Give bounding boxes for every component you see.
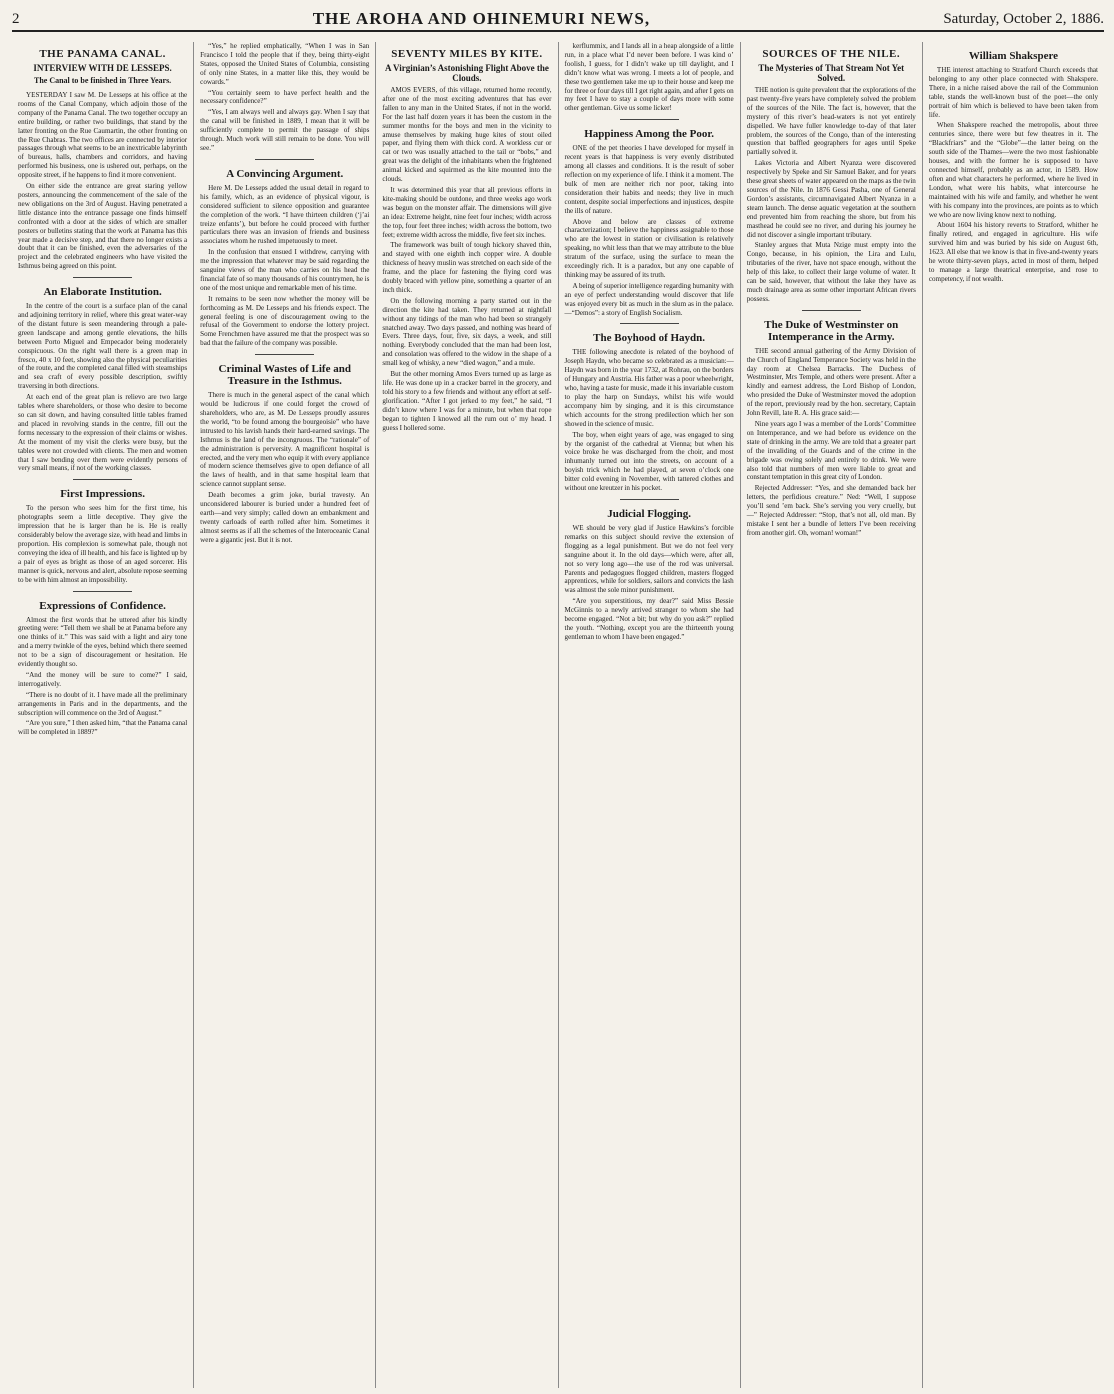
column-kite [376,42,558,1388]
article-headline: THE PANAMA CANAL. [39,48,166,60]
section-divider [802,310,861,311]
paragraph: “Are you sure,” I then asked him, “that the Panama canal will be completed in 1889?” [18,719,188,737]
section-title: An Elaborate Institution. [43,286,162,299]
paragraph: In the centre of the court is a surface plan of the canal and adjoining territory in relief, where this great water-way of the distant future is seen meandering through a pale-green landscape and among gentle elevations, the hills between Porto Miguel and Empecador being moderately conspicuous. On the right wall there is a green map in fresco, 40 x 10 feet, showing also the physical peculiarities of the route, and the completed canal filled with steamships and sea craft of every possible description, swiftly traversing in both directions. [18,302,188,391]
paragraph: “Yes, I am always well and always gay. When I say that the canal will be finished in 1889, I mean that it will be sufficiently complete to permit the passage of ships through. Much work will still remain to be done. You will see.” [200,108,370,152]
section-divider [255,159,314,160]
paragraph: “And the money will be sure to come?” I said, interrogatively. [18,670,188,688]
paragraph: THE second annual gathering of the Army Division of the Church of England Temperance Society was held in the day room at Chelsea Barracks. The Duchess of Westminster, Mrs Temple, and others were present. After a kindly and earnest address, the Lord Bishop of London, who presided the Duke of Westminster moved the adoption of the report, previously read by the hon. secretary, Captain John Revill, late R. A. His grace said:— [746,346,916,418]
page-number: 2 [12,10,20,27]
paragraph: In the confusion that ensued I withdrew, carrying with me the impression that whatever may be said regarding the sanguine views of the man who carries on his head the financial fate of so many thousands of his countrymen, he is one of the most unique and remarkable men of his time. [200,248,370,292]
section-divider [255,354,314,355]
section-title: Judicial Flogging. [607,507,691,520]
paragraph: Here M. De Lesseps added the usual detail in regard to his family, which, as an evidence of physical vigour, is considered sufficient to silence opposition and guarantee the completion of the work. “I have thirteen children (‘j’ai treize enfants’), but before he could proceed with further particulars there was an invasion of friends and business associates whom he rushed impetuously to meet. [200,183,370,246]
paragraph: The framework was built of tough hickory shaved thin, and stayed with one eighth inch copper wire. A double thickness of heavy muslin was stretched on each side of the frame, and the place for fastening the flying cord was doubly braced with yellow pine, something a quarter of an inch thick. [382,241,552,294]
paragraph: kerflummix, and I lands all in a heap alongside of a little run, in a place what I’d never been before. I was kind o’ foolish, I guess, for I didn’t wake up till daylight, and I didn’t know what was wrong. I meets a lot of people, and these two gentlemen take me up to their house and keep me for three or four days till I get right again, and after I gets on my feet I have to stay a couple of days more with some other gentleman. Give us some licker! [564,42,734,113]
section-title: Criminal Wastes of Life and Treasure in the Isthmus. [218,363,351,388]
column-panama-cont [194,42,376,1388]
section-title: The Duke of Westminster on Intemperance in the Army. [764,318,899,343]
paragraph: YESTERDAY I saw M. De Lesseps at his office at the rooms of the Canal Company, which adjoin those of the company of the Panama Canal. The two together occupy an entire building, or rather two buildings, that stand by the latter fronting on the Rue Caumartin, the other fronting on the Rue Chabras. The two offices are connected by interior passages through what seems to be an inextricable labyrinth of bureaus, halls, chambers and corridors, and having performed his business, one is ushered out, perhaps, on the opposite street, if he happens to find it more convenient. [18,91,188,180]
paragraph: “You certainly seem to have perfect health and the necessary confidence?” [200,88,370,106]
paragraph: AMOS EVERS, of this village, returned home recently, after one of the most exciting adventures that has ever fallen to any man in the United States, if not in the world. For the last half dozen years it has been the custom in the summer months for the boys and men in the vicinity to amuse themselves by making huge kites of stout oiled paper, and flying them with thick cord. A workless cur or cat or two was usually attached to the tail or “bobs,” and great was the delight of the inhabitants when the frightened animal kicked and squirmed as the kite mounted into the clouds. [382,86,552,184]
paragraph: Stanley argues that Muta Nzige must empty into the Congo, because, in his opinion, the Lira and Lulu, tributaries of the river, have not space enough, without the help of this lake, to collect their large volume of water. It can be said, however, that without the lake they have as much drainage area as some other important African rivers possess. [746,241,916,303]
article-headline: SEVENTY MILES BY KITE. [391,48,543,60]
paragraph: At each end of the great plan is relievo are two large tables where shareholders, or those who desire to become so can sit down, and having consulted little tables framed and placed in revolving stands in the centre, fill out the forms necessary to the expression of their claims or wishes. At the moment of my visit the clerks were busy, but the tables were not crowded with clients. The men and women that I saw bending over them were evidently persons of very small means, if not of the working classes. [18,393,188,473]
paragraph: Above and below are classes of extreme characterization; I believe the happiness assignable to those who are the lowest in station or civilisation is relatively speaking, no whit less than that we may attribute to the blue stratum of the surface, using the surface to mean the exceedingly rich. It is a paradox, but any one capable of thinking may be assured of its truth. [564,217,734,279]
paragraph: There is much in the general aspect of the canal which would be ludicrous if one could forget the crowd of shareholders, who are, as M. De Lesseps proudly assures the world, “to be found among the bourgeoisie” who have intrusted to his lavish hands their hard-earned savings. The Isthmus is the land of the incongruous. The “rationale” of the administration is perversity. A magnificent hospital is erected, and the very men who equip it with every appliance of modern science themselves give to open defiance of all the laws of health, and in that same hospital learn that science cannot supplant sense. [200,391,370,489]
paragraph: Rejected Addresser: “Yes, and she demanded back her letters, the perfidious creature.” Ned: “Well, I suppose you’ll send ’em back. She’s serving you very cruelly, but—” Rejected Addresser: “Stop, that’s not all, old man. By mistake I sent her a bundle of letters I’ve been receiving from another girl. Oh, woman! woman!” [746,484,916,537]
column-happiness [559,42,741,1388]
section-divider [620,119,679,120]
article-subhead: The Mysteries of That Stream Not Yet Solved. [758,63,905,83]
paragraph: On the following morning a party started out in the direction the kite had taken. They returned at nightfall without any tidings of the man who had been so strangely snatched away. Two days passed, and nothing was heard of Evers. Three days, four, five, six days, a week, and still nothing. Everybody concluded that the man had been lost, and consolation was offered to the widow in the shape of a small keg of whisky, a new “died wagon,” and a mule. [382,296,552,368]
paragraph: THE following anecdote is related of the boyhood of Joseph Haydn, who became so celebrated as a musician:—Haydn was born in the year 1732, at Rohrau, on the borders of Hungary and Austria. His father was a poor wheelwright, who, having a taste for music, made it his invariable custom to play the harp on Sundays, whilst his wife would accompany him by singing, and it is this circumstance which accounts for the strong predilection which her son showed in the science of music. [564,348,734,428]
column-nile [741,42,923,1388]
paragraph: A being of superior intelligence regarding humanity with an eye of perfect understanding would discover that life was enjoyed every bit as much in the slum as in the palace.—“Demos”: a story of English Socialism. [564,281,734,317]
paragraph: THE notion is quite prevalent that the explorations of the past twenty-five years have completely solved the problem of the sources of the Nile. The fact is, however, that the mystery of this river’s head-waters is not yet entirely dispelled. We have fuller knowledge to-day of that later problem, the sources of the Congo, than of the interesting question that baffled geographers for ages until Speke partially solved it. [746,86,916,157]
article-headline: SOURCES OF THE NILE. [762,48,901,60]
issue-date: Saturday, October 2, 1886. [943,10,1104,27]
paragraph: The boy, when eight years of age, was engaged to sing by the organist of the cathedral at Vienna; but when his voice broke he was discharged from the choir, and most inhumanly turned out into the streets, on account of a boyish trick which he had played, at seven o’clock one bitter cold evening in November, with tattered clothes and without one kreutzer in his pocket. [564,430,734,493]
article-subhead: A Virginian’s Astonishing Flight Above the Clouds. [384,63,549,83]
paragraph: WE should be very glad if Justice Hawkins’s forcible remarks on this subject should revive the extension of flogging as a legal punishment. But we do not feel very sanguine about it. In the old days—which were, after all, not so very long ago—the use of the rod was universal. Parents and pedagogues flogged children, masters flogged apprentices, while for soldiers, sailors and convicts the lash was almost the sole minor punishment. [564,523,734,595]
paragraph: Death becomes a grim joke, burial travesty. An unconsidered labourer is buried under a hundred feet of earth—and very simply; called down an embankment and twenty carloads of earth rolled after him. Sometimes it almost seems as if all the schemes of the Interoceanic Canal were a gigantic jest. But it is not. [200,491,370,544]
paragraph: On either side the entrance are great staring yellow posters, announcing the commencement of the sale of the new obligations on the 3rd of August. Having penetrated a little distance into the entrance passage one finds himself confronted with a door at the sides of which are smaller posters or bulletins stating that the work at Panama has this year made a decisive step, and that there no longer exists a doubt that it can be finished, even the adversaries of the project and the celebrated engineers who have visited the Isthmus being agreed on this point. [18,182,188,271]
section-divider [73,277,132,278]
paragraph: Lakes Victoria and Albert Nyanza were discovered respectively by Speke and Sir Samuel Baker, and for years these great sheets of water appeared on the maps as the twin sources of the Nile. In 1876 Gessi Pasha, one of General Gordon’s assistants, circumnavigated Albert Nyanza in a steam launch. The dense aquatic vegetation at the southern end prevented him from reaching the shore, but from his masthead he could see no river, and during his journey he did not discover a single important tributary. [746,159,916,239]
section-divider [73,479,132,480]
section-title: The Boyhood of Haydn. [593,332,706,345]
paragraph: When Shakspere reached the metropolis, about three centuries since, there were but few theatres in it. The “Blackfriars” and the “Globe”—the latter being on the south side of the Thames—were the two most fashionable houses, and with the former he is supposed to have connected himself, probably as an actor, in 1589. How often and what characters he performed, where he lived in London, what were his habits, what intercourse he maintained with his wife and family, and whether he went with his company into the provinces, are points as to which we who are now living know next to nothing. [928,121,1099,219]
column-shakspere [923,42,1104,1388]
paragraph: Nine years ago I was a member of the Lords’ Committee on Intemperance, and we had before us evidence on the state of drinking in the army. We are told that a greater part of the invaliding of the Guards and of the crime in the brigade was owing solely and entirely to drink. We were also told that numbers of men were liable to great and constant temptation in this great city of London. [746,420,916,482]
paragraph: It was determined this year that all previous efforts in kite-making should be outdone, and three weeks ago work was begun on the monster affair. The dimensions will give an idea: Extreme height, nine feet four inches; width across the top, four feet three inches; width across the bottom, two feet; extreme width across the middle, five feet six inches. [382,185,552,239]
section-title: Happiness Among the Poor. [584,128,714,141]
section-divider [620,323,679,324]
paragraph: But the other morning Amos Evers turned up as large as life. He was done up in a cracker barrel in the grocery, and told his story to a few friends and without any effort at self-glorification. “After I got jerked to my feet,” he said, “I didn’t know where I was for a minute, but when that rope began to tighten I knowed all the rum out o’ my head. I guess I hollered some. [382,370,552,432]
masthead [12,8,1104,32]
article-subhead: INTERVIEW WITH DE LESSEPS. [33,63,172,73]
paragraph: “Yes,” he replied emphatically, “When I was in San Francisco I told the people that if they, being thirty-eight States, opposed the United States of Columbia, consisting of only nine States, in a matter like this, they would be cowards.” [200,42,370,86]
article-columns [12,42,1104,1388]
paragraph: To the person who sees him for the first time, his photographs seem a little deceptive. They give the impression that he is larger than he is. He is really considerably below the average size, with head and limbs in proportion. His complexion is somewhat pale, though not conveying the idea of ill health, and his face is lighted up by a pair of eyes as bright as those of an aged sorcerer. His manner is quick, nervous and alert, absolute repose seeming to be with him almost an impossibility. [18,504,188,584]
paragraph: “Are you superstitious, my dear?” said Miss Bessie McGinnis to a newly arrived stranger to whom she had become engaged. “Not a bit; but why do you ask?” replied the youth. “Nothing, except you are the thirteenth young gentleman to whom I have been engaged.” [564,597,734,641]
section-title: First Impressions. [60,488,145,501]
paragraph: “There is no doubt of it. I have made all the preliminary arrangements in Paris and in the departments, and the subscription will commence on the 3rd of August.” [18,690,188,717]
section-title: A Convincing Argument. [226,167,344,180]
paragraph: THE interest attaching to Stratford Church exceeds that belonging to any other place connected with Shakspere. There, in a niche raised above the rail of the Communion table, stands the well-known bust of the poet—the only portrait of him which is believed to have been taken from life. [928,66,1099,119]
column-panama [12,42,194,1388]
section-title: Expressions of Confidence. [39,599,166,612]
newspaper-title: THE AROHA AND OHINEMURI NEWS, [312,9,651,28]
paragraph: Almost the first words that he uttered after his kindly greeting were: “Tell them we shall be at Panama before any one thinks of it.” This was said with a light and airy tone and a merry twinkle of the eyes, behind which there seemed not to be a sign of discouragement or hesitation. He evidently thought so. [18,615,188,669]
paragraph: It remains to be seen now whether the money will be forthcoming as M. De Lesseps and his friends expect. The general feeling is one of discouragement owing to the refusal of the Government to endorse the lottery project. Some Frenchmen have assured me that the prospect was so bad that the failure of the company was possible. [200,294,370,348]
paragraph: About 1604 his history reverts to Stratford, whither he finally retired, and engaged in agriculture. His wife survived him and was buried by his side on August 6th, 1623. All else that we know is that in five-and-twenty years he wrote thirty-seven plays, acted in most of them, helped to manage a large theatrical enterprise, and rose to competency, if not wealth. [928,221,1099,283]
article-deck: The Canal to be finished in Three Years. [33,76,172,85]
section-divider [73,591,132,592]
paragraph: ONE of the pet theories I have developed for myself in recent years is that happiness is very evenly distributed among all classes and conditions. It is the result of sober reflection on my experience of life. I think it a moment. The bulk of men are neither rich nor poor, taking into consideration their habits and needs; they live in much content, despite social imperfections and injustices, despite the ills of nature. [564,144,734,215]
article-subhead: William Shakspere [968,50,1059,62]
section-divider [620,499,679,500]
